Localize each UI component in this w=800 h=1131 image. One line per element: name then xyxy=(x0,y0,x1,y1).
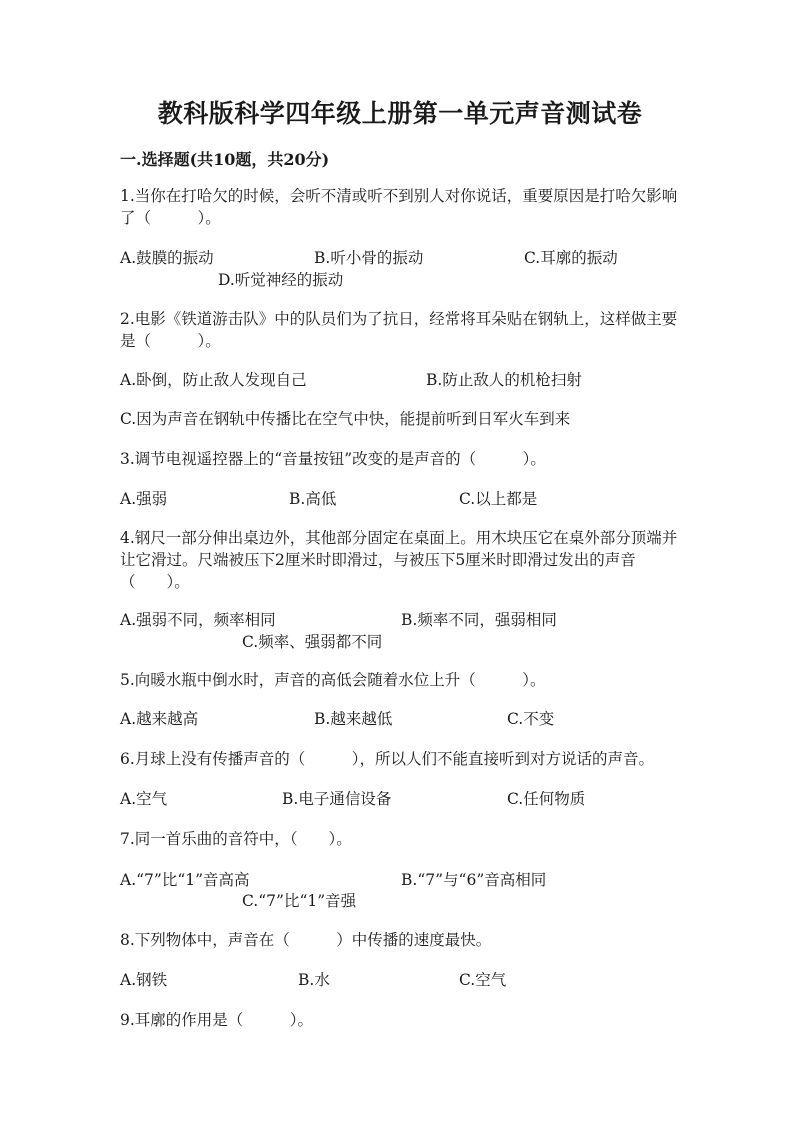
q1-option-c: C.耳廓的振动 xyxy=(524,249,618,267)
q4-option-a: A.强弱不同，频率相同 xyxy=(120,611,276,629)
q8-option-c: C.空气 xyxy=(459,971,507,989)
question-1: 1.当你在打哈欠的时候，会听不清或听不到别人对你说话，重要原因是打哈欠影响了（ ）。 xyxy=(120,187,678,227)
q3-option-b: B.高低 xyxy=(289,490,337,508)
q3-option-a: A.强弱 xyxy=(120,490,168,508)
q7-option-c: C.“7”比“1”音强 xyxy=(242,892,357,910)
q2-option-a: A.卧倒，防止敌人发现自己 xyxy=(120,371,307,389)
q6-option-b: B.电子通信设备 xyxy=(282,790,392,808)
q5-option-c: C.不变 xyxy=(507,710,555,728)
question-9: 9.耳廓的作用是（ ）。 xyxy=(120,1011,314,1029)
q5-option-b: B.越来越低 xyxy=(314,710,393,728)
q4-option-c: C.频率、强弱都不同 xyxy=(242,633,383,651)
q8-option-a: A.钢铁 xyxy=(120,971,168,989)
q2-option-b: B.防止敌人的机枪扫射 xyxy=(426,371,582,389)
q7-option-b: B.“7”与“6”音高相同 xyxy=(401,871,547,889)
question-8: 8.下列物体中，声音在（ ）中传播的速度最快。 xyxy=(120,931,492,949)
question-7: 7.同一首乐曲的音符中，（ ）。 xyxy=(120,830,352,848)
page-title: 教科版科学四年级上册第一单元声音测试卷 xyxy=(157,99,643,128)
question-4: 4.钢尺一部分伸出桌边外，其他部分固定在桌面上。用木块压它在桌外部分顶端并让它滑过。尺端被压下2厘米时即滑过，与被压下5厘米时即滑过发出的声音（ ）。 xyxy=(120,529,678,591)
q6-option-c: C.任何物质 xyxy=(507,790,586,808)
section-heading: 一.选择题(共10题，共20分) xyxy=(120,150,330,169)
question-5: 5.向暖水瓶中倒水时，声音的高低会随着水位上升（ ）。 xyxy=(120,671,546,689)
question-3: 3.调节电视遥控器上的“音量按钮”改变的是声音的（ ）。 xyxy=(120,450,546,468)
q6-option-a: A.空气 xyxy=(120,790,168,808)
q2-option-c: C.因为声音在钢轨中传播比在空气中快，能提前听到日军火车到来 xyxy=(120,410,571,428)
q1-option-b: B.听小骨的振动 xyxy=(314,249,424,267)
question-2: 2.电影《铁道游击队》中的队员们为了抗日，经常将耳朵贴在钢轨上，这样做主要是（ ）。 xyxy=(120,310,678,350)
q5-option-a: A.越来越高 xyxy=(120,710,199,728)
q1-option-a: A.鼓膜的振动 xyxy=(120,249,214,267)
q7-option-a: A.“7”比“1”音高高 xyxy=(120,871,250,889)
q8-option-b: B.水 xyxy=(298,971,330,989)
q1-option-d: D.听觉神经的振动 xyxy=(218,271,344,289)
q3-option-c: C.以上都是 xyxy=(459,490,538,508)
question-6: 6.月球上没有传播声音的（ ），所以人们不能直接听到对方说话的声音。 xyxy=(120,750,655,768)
q4-option-b: B.频率不同，强弱相同 xyxy=(401,611,557,629)
